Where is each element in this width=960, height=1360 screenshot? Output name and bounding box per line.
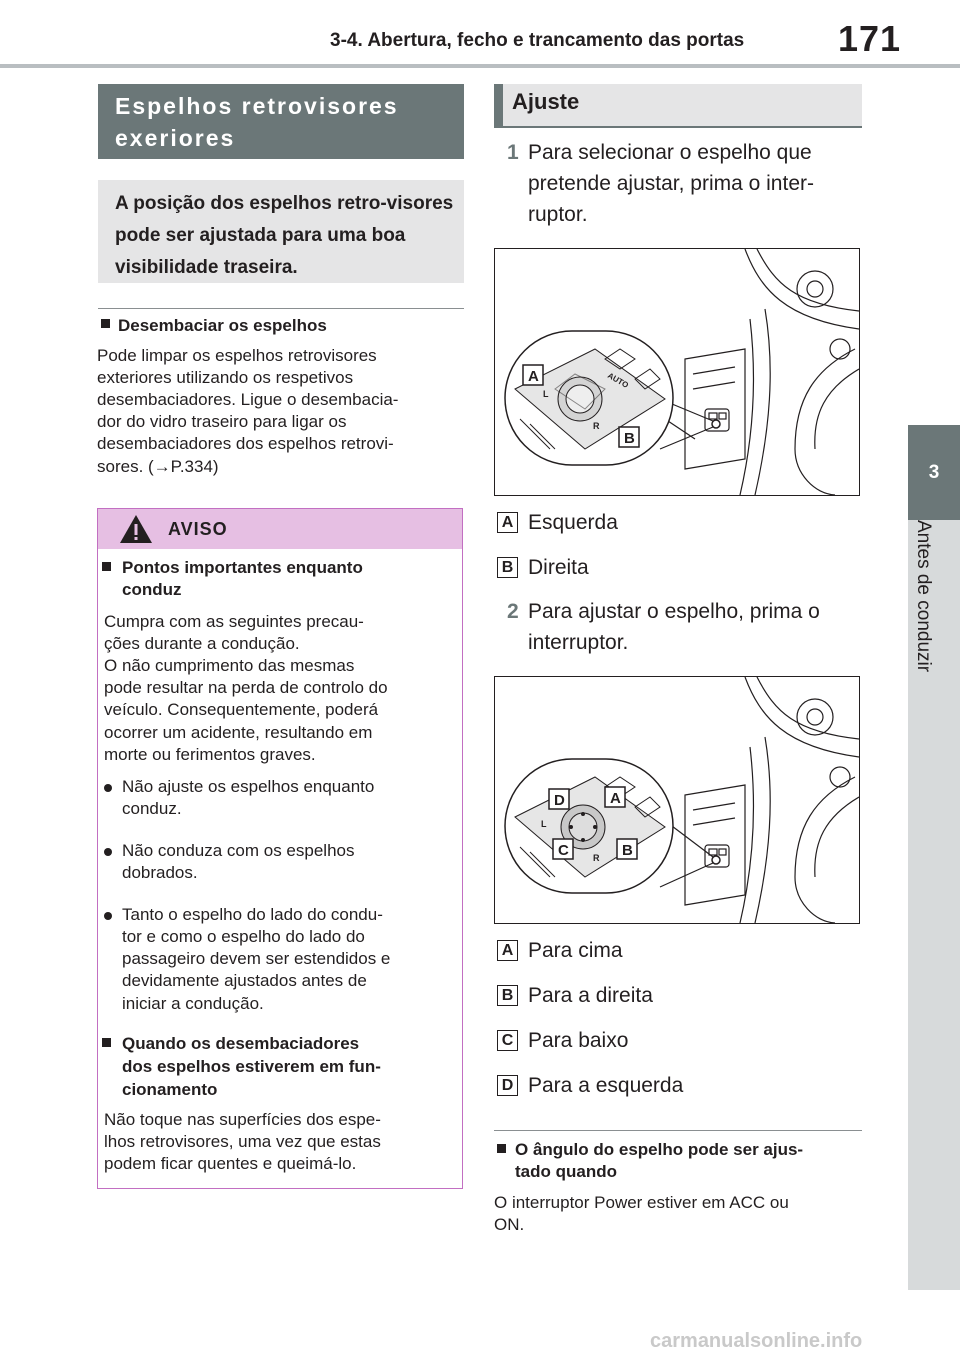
page-number: 171 xyxy=(838,18,902,59)
note-heading: tado quando xyxy=(515,1162,617,1181)
heading-bullet-icon xyxy=(102,562,111,571)
warning-bullet-line: Tanto o espelho do lado do condu- xyxy=(122,905,383,924)
warning-text-line: Não toque nas superfícies dos espe- xyxy=(104,1110,381,1129)
label-box xyxy=(497,1030,518,1051)
item-text: Para a esquerda xyxy=(528,1074,684,1097)
dashboard-illustration xyxy=(495,677,859,923)
bullet-icon xyxy=(104,912,112,920)
callout-c: C xyxy=(558,842,569,859)
auto-switch-label: AUTO xyxy=(606,370,631,390)
r-switch-label: R xyxy=(593,853,600,863)
adjust-title-underline xyxy=(494,126,862,128)
bullet-icon xyxy=(104,848,112,856)
note-heading: O ângulo do espelho pode ser ajus- xyxy=(515,1140,804,1159)
intro-text: A posição dos espelhos retro-visores pode ser ajustada para uma boa visibilidade traseira. xyxy=(115,193,454,278)
chapter-number: 3 xyxy=(928,461,940,483)
label-box xyxy=(497,557,518,578)
label-box xyxy=(497,512,518,533)
item-text: Para cima xyxy=(528,939,623,962)
defog-heading: Desembaciar os espelhos xyxy=(118,316,327,335)
warning-bullet-line: Não conduza com os espelhos xyxy=(122,841,355,860)
header-rule xyxy=(0,64,960,68)
defog-text-line: Pode limpar os espelhos retrovisores xyxy=(97,346,377,365)
warning-text-line: Cumpra com as seguintes precau- xyxy=(104,612,364,631)
warning-bullet-line: passageiro devem ser estendidos e xyxy=(122,949,391,968)
defog-text-line: desembaciadores dos espelhos retrovi- xyxy=(97,434,394,453)
label-key: B xyxy=(501,986,514,1004)
warning-text-line: ções durante a condução. xyxy=(104,634,300,653)
warning-text-line: podem ficar quentes e queimá-lo. xyxy=(104,1154,357,1173)
bullet-icon xyxy=(104,784,112,792)
warning-heading: dos espelhos estiverem em fun- xyxy=(122,1057,381,1076)
callout-b: B xyxy=(624,430,635,447)
item-text: Para a direita xyxy=(528,984,653,1007)
warning-heading: Quando os desembaciadores xyxy=(122,1034,360,1053)
warning-bullet-line: Não ajuste os espelhos enquanto xyxy=(122,777,375,796)
step-number: 2 xyxy=(507,600,519,623)
l-switch-label: L xyxy=(541,819,547,829)
callout-a: A xyxy=(528,368,539,385)
watermark: carmanualsonline.info xyxy=(650,1330,863,1352)
l-switch-label: L xyxy=(543,389,549,399)
warning-triangle-icon xyxy=(118,513,154,545)
warning-bullet-line: tor e como o espelho do lado do xyxy=(122,927,365,946)
warning-heading: conduz xyxy=(122,580,182,599)
section-header-title: 3-4. Abertura, fecho e trancamento das portas xyxy=(330,30,745,51)
defog-text-line: dor do vidro traseiro para ligar os xyxy=(97,412,347,431)
warning-heading: cionamento xyxy=(122,1080,218,1099)
warning-text-line: veículo. Consequentemente, poderá xyxy=(104,700,379,719)
label-box xyxy=(497,985,518,1006)
label-key: A xyxy=(501,513,514,531)
label-box xyxy=(497,1075,518,1096)
divider xyxy=(98,308,464,309)
note-text-line: ON. xyxy=(494,1215,525,1234)
step-text-line: ruptor. xyxy=(528,203,588,226)
step-number: 1 xyxy=(507,141,519,164)
r-switch-label: R xyxy=(593,421,600,431)
warning-text-line: lhos retrovisores, uma vez que estas xyxy=(104,1132,381,1151)
warning-text-line: ocorrer um acidente, resultando em xyxy=(104,723,373,742)
heading-bullet-icon xyxy=(101,319,110,328)
section-title-box xyxy=(98,84,464,159)
warning-heading: Pontos importantes enquanto xyxy=(122,558,363,577)
step-text-line: pretende ajustar, prima o inter- xyxy=(528,172,814,195)
label-key: A xyxy=(501,941,514,959)
step-text-line: Para ajustar o espelho, prima o xyxy=(528,600,820,623)
intro-box xyxy=(98,180,464,283)
heading-bullet-icon xyxy=(497,1144,506,1153)
warning-bullet-line: dobrados. xyxy=(122,863,198,882)
step-text-line: Para selecionar o espelho que xyxy=(528,141,812,164)
item-text: Direita xyxy=(528,556,589,579)
page-reference-link[interactable]: sores. (→P.334) xyxy=(97,457,219,476)
item-text: Para baixo xyxy=(528,1029,629,1052)
chapter-title: Antes de conduzir xyxy=(913,520,934,673)
defog-text-line: exteriores utilizando os respetivos xyxy=(97,368,354,387)
adjust-title-accent xyxy=(494,84,503,128)
mirror-adjust-figure xyxy=(494,676,860,924)
note-text-line: O interruptor Power estiver em ACC ou xyxy=(494,1193,789,1212)
warning-text-line: O não cumprimento das mesmas xyxy=(104,656,355,675)
label-key: D xyxy=(501,1076,514,1094)
label-box xyxy=(497,940,518,961)
callout-b: B xyxy=(622,842,633,859)
warning-bullet-line: conduz. xyxy=(122,799,182,818)
chapter-number-tab[interactable] xyxy=(908,425,960,520)
warning-bullet-line: devidamente ajustados antes de xyxy=(122,971,367,990)
heading-bullet-icon xyxy=(102,1038,111,1047)
callout-d: D xyxy=(554,792,565,809)
dashboard-illustration xyxy=(495,249,859,495)
warning-text-line: morte ou ferimentos graves. xyxy=(104,745,316,764)
callout-a: A xyxy=(610,790,621,807)
label-key: B xyxy=(501,558,514,576)
label-key: C xyxy=(501,1031,514,1049)
chapter-title-tab xyxy=(908,520,960,780)
step-text-line: interruptor. xyxy=(528,631,629,654)
item-text: Esquerda xyxy=(528,511,618,534)
warning-text-line: pode resultar na perda de controlo do xyxy=(104,678,388,697)
defog-text-line: desembaciadores. Ligue o desembacia- xyxy=(97,390,399,409)
divider xyxy=(494,1130,862,1131)
warning-bullet-line: iniciar a condução. xyxy=(122,994,264,1013)
section-title: Espelhos retrovisores exeriores xyxy=(115,93,399,151)
mirror-select-figure xyxy=(494,248,860,496)
adjust-title: Ajuste xyxy=(512,89,580,114)
warning-title: AVISO xyxy=(168,519,228,539)
